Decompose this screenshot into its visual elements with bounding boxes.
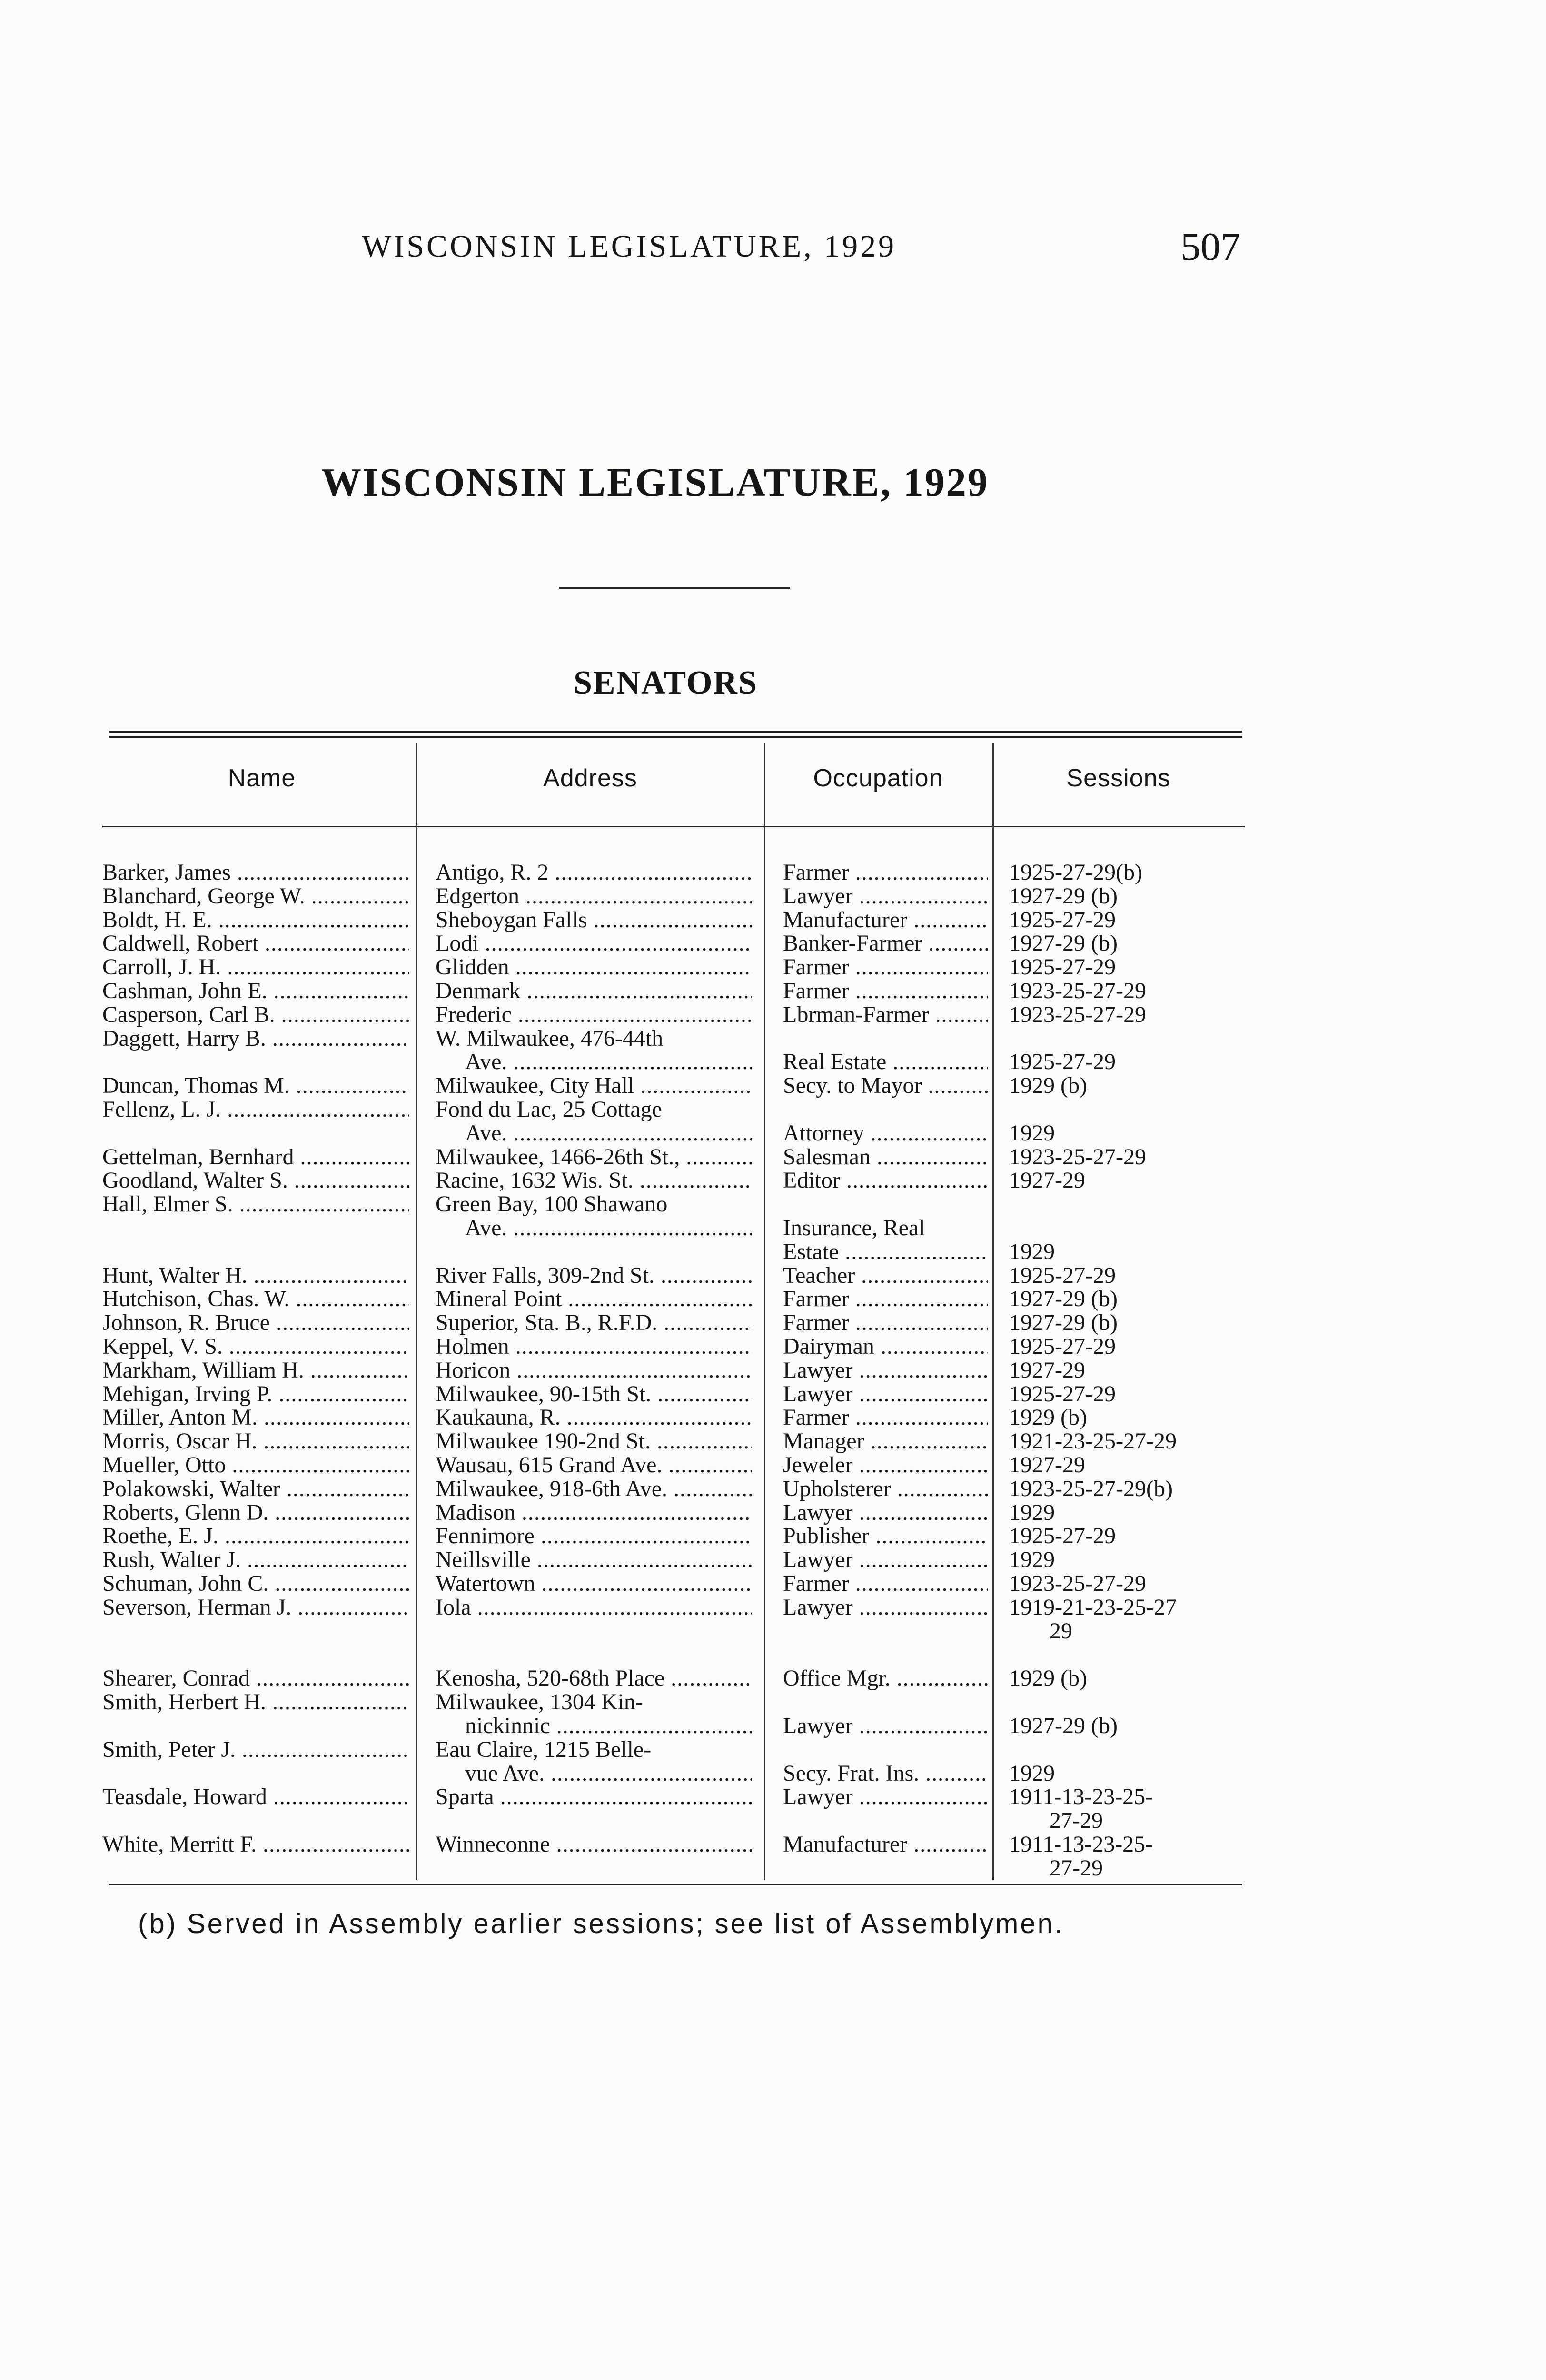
name-cell: Goodland, Walter S. ..... <box>102 1169 409 1192</box>
sessions-cell: 1911-13-23-25- <box>1009 1785 1153 1809</box>
occupation-cell: Editor ..... <box>783 1169 988 1192</box>
name-cell: White, Merritt F. ..... <box>102 1833 409 1856</box>
address-cell: Milwaukee, City Hall ..... <box>436 1074 752 1098</box>
occupation-cell: Manufacturer ..... <box>783 908 988 932</box>
name-cell: Daggett, Harry B. ..... <box>102 1027 409 1051</box>
column-header-sessions: Sessions <box>1066 764 1171 792</box>
occupation-cell: Teacher ..... <box>783 1264 988 1288</box>
header-bottom-rule <box>102 826 1245 827</box>
sessions-cell: 1927-29 (b) <box>1009 1311 1118 1335</box>
name-cell: Roethe, E. J. ..... <box>102 1524 409 1548</box>
address-cell: Milwaukee, 1466-26th St., ..... <box>436 1145 752 1169</box>
address-cell: Winneconne ..... <box>436 1833 752 1856</box>
name-cell: Barker, James ..... <box>102 861 409 884</box>
address-cell: Horicon ..... <box>436 1359 752 1382</box>
name-cell: Miller, Anton M. ..... <box>102 1406 409 1429</box>
name-cell: Casperson, Carl B. ..... <box>102 1003 409 1027</box>
occupation-cell: Lawyer ..... <box>783 1714 988 1738</box>
sessions-cell: 1929 (b) <box>1009 1406 1087 1429</box>
occupation-cell: Lbrman-Farmer ..... <box>783 1003 988 1027</box>
occupation-cell: Dairyman ..... <box>783 1335 988 1359</box>
table-top-rule-2 <box>109 736 1242 738</box>
name-cell: Polakowski, Walter ..... <box>102 1477 409 1501</box>
sessions-cell: 1923-25-27-29 <box>1009 979 1146 1003</box>
footnote: (b) Served in Assembly earlier sessions; see list of Assemblymen. <box>138 1908 1064 1939</box>
name-cell: Hunt, Walter H. ..... <box>102 1264 409 1288</box>
occupation-cell: Lawyer ..... <box>783 1596 988 1619</box>
sessions-cell: 1925-27-29 <box>1009 908 1116 932</box>
sessions-cell: 1923-25-27-29 <box>1009 1572 1146 1596</box>
address-cell: Madison ..... <box>436 1501 752 1525</box>
name-cell: Mehigan, Irving P. ..... <box>102 1382 409 1406</box>
occupation-cell: Secy. to Mayor ..... <box>783 1074 988 1098</box>
name-cell: Blanchard, George W. ..... <box>102 884 409 908</box>
sessions-cell: 1925-27-29 <box>1009 1382 1116 1406</box>
sessions-cell: 27-29 <box>1050 1856 1103 1880</box>
name-cell: Cashman, John E. ..... <box>102 979 409 1003</box>
occupation-cell: Office Mgr. ..... <box>783 1666 988 1690</box>
occupation-cell: Salesman ..... <box>783 1145 988 1169</box>
address-cell: vue Ave. ..... <box>465 1762 752 1785</box>
sessions-cell: 1927-29 (b) <box>1009 1714 1118 1738</box>
sessions-cell: 1927-29 <box>1009 1453 1085 1477</box>
occupation-cell: Banker-Farmer ..... <box>783 932 988 955</box>
sessions-cell: 1929 <box>1009 1762 1055 1785</box>
sessions-cell: 1921-23-25-27-29 <box>1009 1429 1177 1453</box>
sessions-cell: 1911-13-23-25- <box>1009 1833 1153 1856</box>
address-cell: Superior, Sta. B., R.F.D. ..... <box>436 1311 752 1335</box>
address-cell: Milwaukee, 90-15th St. ..... <box>436 1382 752 1406</box>
sessions-cell: 1927-29 (b) <box>1009 932 1118 955</box>
occupation-cell: Farmer ..... <box>783 1287 988 1311</box>
name-cell: Duncan, Thomas M. ..... <box>102 1074 409 1098</box>
address-cell: Milwaukee, 918-6th Ave. ..... <box>436 1477 752 1501</box>
column-header-address: Address <box>543 764 637 792</box>
address-cell: Edgerton ..... <box>436 884 752 908</box>
sessions-cell: 1927-29 (b) <box>1009 1287 1118 1311</box>
table-top-rule <box>109 731 1242 733</box>
sessions-cell: 1919-21-23-25-27 <box>1009 1596 1177 1619</box>
sessions-cell: 1925-27-29 <box>1009 955 1116 979</box>
address-cell: Frederic ..... <box>436 1003 752 1027</box>
section-heading: SENATORS <box>574 664 758 701</box>
occupation-cell: Lawyer ..... <box>783 884 988 908</box>
occupation-cell: Lawyer ..... <box>783 1548 988 1572</box>
address-cell: Ave. ..... <box>465 1050 752 1074</box>
address-cell: Sparta ..... <box>436 1785 752 1809</box>
address-cell: River Falls, 309-2nd St. ..... <box>436 1264 752 1288</box>
name-cell: Shearer, Conrad ..... <box>102 1666 409 1690</box>
name-cell: Teasdale, Howard ..... <box>102 1785 409 1809</box>
occupation-cell: Lawyer ..... <box>783 1382 988 1406</box>
occupation-cell: Attorney ..... <box>783 1121 988 1145</box>
address-cell: Milwaukee, 1304 Kin- <box>436 1690 643 1714</box>
address-cell: Racine, 1632 Wis. St. ..... <box>436 1169 752 1192</box>
address-cell: Neillsville ..... <box>436 1548 752 1572</box>
sessions-cell: 1929 <box>1009 1240 1055 1264</box>
occupation-cell: Manager ..... <box>783 1429 988 1453</box>
sessions-cell: 1925-27-29(b) <box>1009 861 1142 884</box>
occupation-cell: Farmer ..... <box>783 1406 988 1429</box>
sessions-cell: 1923-25-27-29 <box>1009 1003 1146 1027</box>
column-divider <box>416 743 417 1880</box>
address-cell: Ave. ..... <box>465 1121 752 1145</box>
occupation-cell: Lawyer ..... <box>783 1359 988 1382</box>
sessions-cell: 1929 (b) <box>1009 1666 1087 1690</box>
address-cell: Glidden ..... <box>436 955 752 979</box>
occupation-cell: Farmer ..... <box>783 979 988 1003</box>
address-cell: Mineral Point ..... <box>436 1287 752 1311</box>
name-cell: Markham, William H. ..... <box>102 1359 409 1382</box>
address-cell: Kaukauna, R. ..... <box>436 1406 752 1429</box>
sessions-cell: 1923-25-27-29 <box>1009 1145 1146 1169</box>
address-cell: Watertown ..... <box>436 1572 752 1596</box>
address-cell: Iola ..... <box>436 1596 752 1619</box>
sessions-cell: 1929 <box>1009 1548 1055 1572</box>
name-cell: Boldt, H. E. ..... <box>102 908 409 932</box>
occupation-cell: Estate ..... <box>783 1240 988 1264</box>
sessions-cell: 1929 <box>1009 1501 1055 1525</box>
occupation-cell: Lawyer ..... <box>783 1785 988 1809</box>
name-cell: Johnson, R. Bruce ..... <box>102 1311 409 1335</box>
sessions-cell: 1923-25-27-29(b) <box>1009 1477 1173 1501</box>
sessions-cell: 1927-29 (b) <box>1009 884 1118 908</box>
occupation-cell: Lawyer ..... <box>783 1501 988 1525</box>
sessions-cell: 1925-27-29 <box>1009 1335 1116 1359</box>
address-cell: nickinnic ..... <box>465 1714 752 1738</box>
address-cell: Antigo, R. 2 ..... <box>436 861 752 884</box>
address-cell: Green Bay, 100 Shawano <box>436 1192 668 1216</box>
sessions-cell: 1929 <box>1009 1121 1055 1145</box>
sessions-cell: 29 <box>1050 1619 1072 1643</box>
address-cell: Kenosha, 520-68th Place ..... <box>436 1666 752 1690</box>
occupation-cell: Insurance, Real <box>783 1216 925 1240</box>
address-cell: Lodi ..... <box>436 932 752 955</box>
name-cell: Morris, Oscar H. ..... <box>102 1429 409 1453</box>
occupation-cell: Farmer ..... <box>783 955 988 979</box>
address-cell: Fennimore ..... <box>436 1524 752 1548</box>
column-divider <box>992 743 994 1880</box>
occupation-cell: Jeweler ..... <box>783 1453 988 1477</box>
table-bottom-rule <box>109 1884 1242 1885</box>
name-cell: Caldwell, Robert ..... <box>102 932 409 955</box>
address-cell: Milwaukee 190-2nd St. ..... <box>436 1429 752 1453</box>
name-cell: Roberts, Glenn D. ..... <box>102 1501 409 1525</box>
title-rule <box>559 587 790 589</box>
address-cell: Fond du Lac, 25 Cottage <box>436 1098 662 1121</box>
name-cell: Rush, Walter J. ..... <box>102 1548 409 1572</box>
sessions-cell: 1925-27-29 <box>1009 1050 1116 1074</box>
page-title: WISCONSIN LEGISLATURE, 1929 <box>321 460 989 505</box>
sessions-cell: 1927-29 <box>1009 1169 1085 1192</box>
occupation-cell: Secy. Frat. Ins. ..... <box>783 1762 988 1785</box>
address-cell: Wausau, 615 Grand Ave. ..... <box>436 1453 752 1477</box>
address-cell: Holmen ..... <box>436 1335 752 1359</box>
occupation-cell: Farmer ..... <box>783 861 988 884</box>
sessions-cell: 1925-27-29 <box>1009 1264 1116 1288</box>
sessions-cell: 1927-29 <box>1009 1359 1085 1382</box>
sessions-cell: 1929 (b) <box>1009 1074 1087 1098</box>
column-header-occupation: Occupation <box>813 764 943 792</box>
name-cell: Fellenz, L. J. ..... <box>102 1098 409 1121</box>
column-header-name: Name <box>228 764 296 792</box>
name-cell: Carroll, J. H. ..... <box>102 955 409 979</box>
name-cell: Smith, Herbert H. ..... <box>102 1690 409 1714</box>
name-cell: Schuman, John C. ..... <box>102 1572 409 1596</box>
occupation-cell: Manufacturer ..... <box>783 1833 988 1856</box>
address-cell: Eau Claire, 1215 Belle- <box>436 1738 652 1762</box>
running-head: WISCONSIN LEGISLATURE, 1929 <box>362 229 897 264</box>
name-cell: Mueller, Otto ..... <box>102 1453 409 1477</box>
name-cell: Severson, Herman J. ..... <box>102 1596 409 1619</box>
address-cell: Ave. ..... <box>465 1216 752 1240</box>
occupation-cell: Farmer ..... <box>783 1572 988 1596</box>
address-cell: Sheboygan Falls ..... <box>436 908 752 932</box>
column-divider <box>764 743 765 1880</box>
occupation-cell: Farmer ..... <box>783 1311 988 1335</box>
address-cell: Denmark ..... <box>436 979 752 1003</box>
name-cell: Keppel, V. S. ..... <box>102 1335 409 1359</box>
name-cell: Smith, Peter J. ..... <box>102 1738 409 1762</box>
name-cell: Hall, Elmer S. ..... <box>102 1192 409 1216</box>
address-cell: W. Milwaukee, 476-44th <box>436 1027 664 1051</box>
occupation-cell: Real Estate ..... <box>783 1050 988 1074</box>
name-cell: Hutchison, Chas. W. ..... <box>102 1287 409 1311</box>
occupation-cell: Publisher ..... <box>783 1524 988 1548</box>
sessions-cell: 1925-27-29 <box>1009 1524 1116 1548</box>
occupation-cell: Upholsterer ..... <box>783 1477 988 1501</box>
sessions-cell: 27-29 <box>1050 1809 1103 1833</box>
name-cell: Gettelman, Bernhard ..... <box>102 1145 409 1169</box>
page-number: 507 <box>1180 225 1240 269</box>
